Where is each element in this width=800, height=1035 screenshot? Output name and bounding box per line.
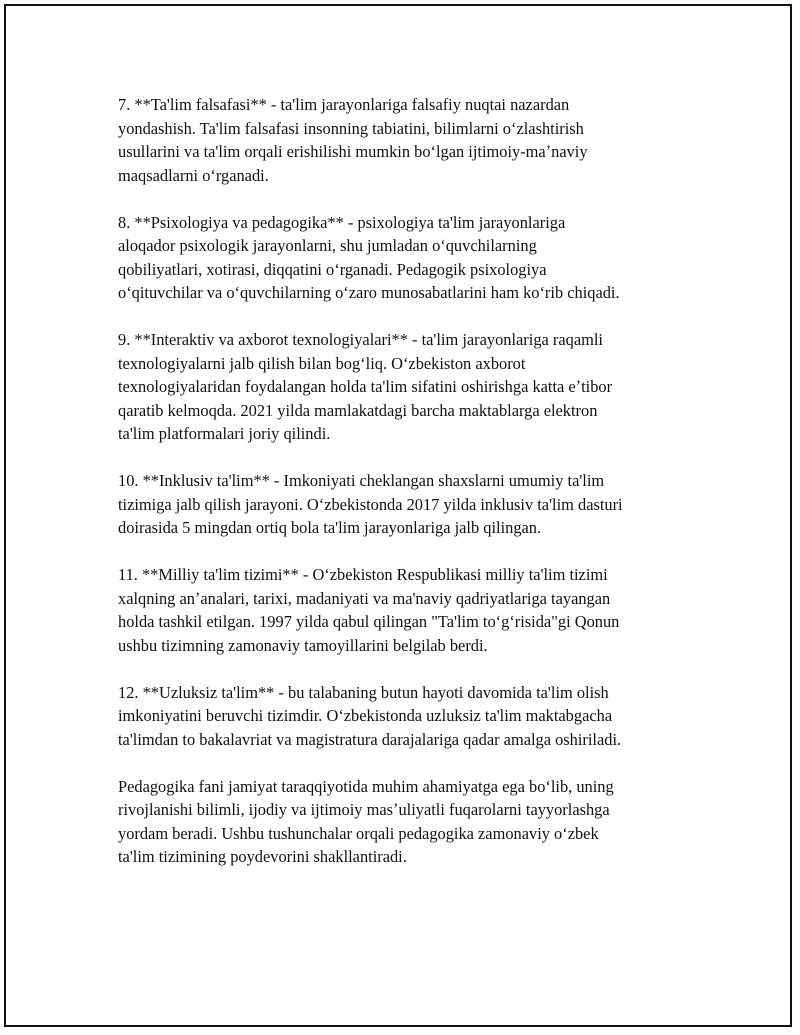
paragraph-psixologiya-va-pedagogika: 8. **Psixologiya va pedagogika** - psixologiya ta'lim jarayonlariga aloqador psixologik jarayonlarni, shu jumladan oʻquvchilarning qobiliyatlari, xotirasi, diqqatini oʻrganadi. Pedagogik psixologiya oʻqituvchilar va oʻquvchilarning oʻzaro munosabatlarini ham koʻrib chiqadi. xyxy=(118,212,620,302)
paragraph-conclusion: Pedagogika fani jamiyat taraqqiyotida muhim ahamiyatga ega boʻlib, uning rivojlanishi bilimli, ijodiy va ijtimoiy masʼuliyatli fuqarolarni tayyorlashga yordam beradi. Ushbu tushunchalar orqali pedagogika zamonaviy oʻzbek ta'lim tizimining poydevorini shakllantiradi. xyxy=(118,776,614,866)
paragraph-talim-falsafasi: 7. **Ta'lim falsafasi** - ta'lim jarayonlariga falsafiy nuqtai nazardan yondashish. Ta'lim falsafasi insonning tabiatini, bilimlarni oʻzlashtirish usullarini va ta'lim orqali erishilishi mumkin boʻlgan ijtimoiy-maʼnaviy maqsadlarni oʻrganadi. xyxy=(118,95,588,185)
paragraph-milliy-talim-tizimi: 11. **Milliy ta'lim tizimi** - Oʻzbekiston Respublikasi milliy ta'lim tizimi xalqning anʼanalari, tarixi, madaniyati va ma'naviy qadriyatlariga tayangan holda tashkil etilgan. 1997 yilda qabul qilingan "Ta'lim toʻgʻrisida"gi Qonun ushbu tizimning zamonaviy tamoyillarini belgilab berdi. xyxy=(118,565,620,655)
paragraph-interaktiv-texnologiyalar: 9. **Interaktiv va axborot texnologiyalari** - ta'lim jarayonlariga raqamli texnologiyalarni jalb qilish bilan bogʻliq. Oʻzbekiston axborot texnologiyalaridan foydalangan holda ta'lim sifatini oshirishga katta eʼtibor qaratib kelmoqda. 2021 yilda mamlakatdagi barcha maktablarga elektron ta'lim platformalari joriy qilindi. xyxy=(118,330,613,443)
paragraph-uzluksiz-talim: 12. **Uzluksiz ta'lim** - bu talabaning butun hayoti davomida ta'lim olish imkoniyatini beruvchi tizimdir. Oʻzbekistonda uzluksiz ta'lim maktabgacha ta'limdan to bakalavriat va magistratura darajalariga qadar amalga oshiriladi. xyxy=(118,682,622,749)
paragraph-inklusiv-talim: 10. **Inklusiv ta'lim** - Imkoniyati cheklangan shaxslarni umumiy ta'lim tizimiga jalb qilish jarayoni. Oʻzbekistonda 2017 yilda inklusiv ta'lim dasturi doirasida 5 mingdan ortiq bola ta'lim jarayonlariga jalb qilingan. xyxy=(118,471,623,537)
document-body xyxy=(118,93,708,869)
